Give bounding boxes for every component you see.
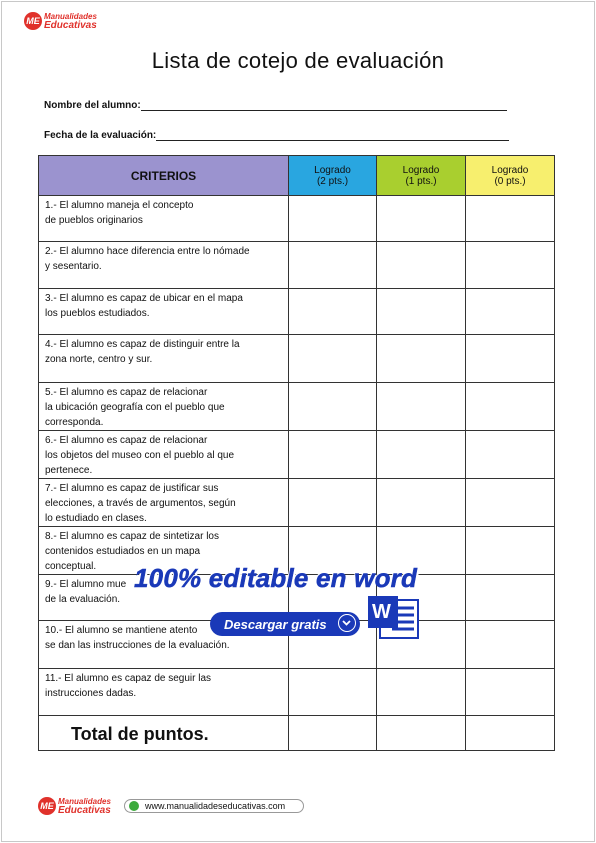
header-achieved-2pts: Logrado (2 pts.) xyxy=(289,156,377,196)
score-1pts-cell[interactable] xyxy=(377,242,466,289)
score-1pts-cell[interactable] xyxy=(377,196,466,242)
criterion-text: 5.- El alumno es capaz de relacionar la ubicación geografía con el pueblo que corresponda. xyxy=(45,387,225,428)
brand-seal-icon: ME xyxy=(24,12,42,30)
criterion-text: 9.- El alumno mue de la evaluación. xyxy=(45,579,127,605)
criterion-cell xyxy=(39,196,289,242)
table-header-row xyxy=(39,156,555,196)
score-1pts-cell[interactable] xyxy=(377,335,466,383)
evaluation-date-field xyxy=(44,130,509,141)
score-2pts-cell[interactable] xyxy=(289,242,377,289)
criterion-cell xyxy=(39,431,289,479)
criterion-text: 2.- El alumno hace diferencia entre lo nómade y sesentario. xyxy=(45,246,250,272)
score-2pts-cell[interactable] xyxy=(289,196,377,242)
criterion-text: 11.- El alumno es capaz de seguir las instrucciones dadas. xyxy=(45,673,212,699)
score-0pts-cell[interactable] xyxy=(466,196,555,242)
criterion-cell xyxy=(39,289,289,335)
criterion-text: 7.- El alumno es capaz de justificar sus elecciones, a través de argumentos, según lo estudiado en clases. xyxy=(45,483,236,524)
score-2pts-cell[interactable] xyxy=(289,383,377,431)
footer-url-text: www.manualidadeseducativas.com xyxy=(145,801,286,811)
score-0pts-cell[interactable] xyxy=(466,527,555,575)
criterion-text: 1.- El alumno maneja el concepto de pueblos originarios xyxy=(45,200,194,226)
score-1pts-cell[interactable] xyxy=(377,431,466,479)
score-1pts-cell[interactable] xyxy=(377,289,466,335)
score-2pts-cell[interactable] xyxy=(289,431,377,479)
footer-brand-name-line1: Manualidades xyxy=(58,797,111,806)
page-title: Lista de cotejo de evaluación xyxy=(151,48,445,73)
score-1pts-cell[interactable] xyxy=(377,669,466,716)
table-row xyxy=(39,431,555,479)
score-0pts-cell[interactable] xyxy=(466,575,555,621)
score-2pts-cell[interactable] xyxy=(289,289,377,335)
score-0pts-cell[interactable] xyxy=(466,621,555,669)
criterion-cell xyxy=(39,479,289,527)
word-icon[interactable] xyxy=(366,594,420,642)
evaluation-date-label: Fecha de la evaluación: xyxy=(44,130,157,141)
criterion-text: 6.- El alumno es capaz de relacionar los objetos del museo con el pueblo al que pertenece. xyxy=(45,435,235,476)
total-0pts-cell[interactable] xyxy=(466,716,555,751)
evaluation-date-line[interactable] xyxy=(156,131,509,141)
score-0pts-cell[interactable] xyxy=(466,383,555,431)
criterion-text: 8.- El alumno es capaz de sintetizar los contenidos estudiados en un mapa conceptual. xyxy=(45,531,219,572)
total-2pts-cell[interactable] xyxy=(289,716,377,751)
criterion-cell xyxy=(39,383,289,431)
score-0pts-cell[interactable] xyxy=(466,479,555,527)
table-row xyxy=(39,479,555,527)
student-name-line[interactable] xyxy=(141,101,507,111)
footer-url-bar[interactable] xyxy=(124,799,304,813)
total-1pts-cell[interactable] xyxy=(377,716,466,751)
chevron-down-icon xyxy=(338,614,356,632)
globe-icon xyxy=(129,801,139,811)
table-row xyxy=(39,289,555,335)
score-2pts-cell[interactable] xyxy=(289,479,377,527)
checklist-table xyxy=(38,155,555,751)
score-1pts-cell[interactable] xyxy=(377,383,466,431)
brand-name-line1: Manualidades xyxy=(44,12,97,21)
criterion-cell xyxy=(39,669,289,716)
criterion-text: 4.- El alumno es capaz de distinguir entre la zona norte, centro y sur. xyxy=(45,339,240,365)
score-1pts-cell[interactable] xyxy=(377,479,466,527)
criterion-cell xyxy=(39,335,289,383)
score-2pts-cell[interactable] xyxy=(289,669,377,716)
total-row xyxy=(39,716,555,751)
score-0pts-cell[interactable] xyxy=(466,289,555,335)
brand-logo xyxy=(24,12,97,30)
download-button-label: Descargar gratis xyxy=(224,616,327,632)
criterion-text: 3.- El alumno es capaz de ubicar en el mapa los pueblos estudiados. xyxy=(45,293,243,319)
total-label: Total de puntos. xyxy=(39,716,289,751)
download-button[interactable] xyxy=(210,612,360,636)
table-row xyxy=(39,383,555,431)
student-name-field xyxy=(44,100,507,111)
criterion-text: 10.- El alumno se mantiene atento se dan las instrucciones de la evaluación. xyxy=(45,625,230,651)
score-2pts-cell[interactable] xyxy=(289,335,377,383)
criterion-cell xyxy=(39,242,289,289)
score-0pts-cell[interactable] xyxy=(466,242,555,289)
header-criteria: CRITERIOS xyxy=(39,156,289,196)
score-0pts-cell[interactable] xyxy=(466,431,555,479)
student-name-label: Nombre del alumno: xyxy=(44,100,141,111)
table-row xyxy=(39,196,555,242)
footer-brand-logo xyxy=(38,797,111,815)
table-row xyxy=(39,335,555,383)
brand-name-line2: Educativas xyxy=(44,20,97,31)
table-row xyxy=(39,242,555,289)
header-achieved-1pts: Logrado (1 pts.) xyxy=(377,156,466,196)
score-0pts-cell[interactable] xyxy=(466,335,555,383)
promo-headline: 100% editable en word xyxy=(134,563,418,593)
footer-brand-name-line2: Educativas xyxy=(58,805,111,816)
header-achieved-0pts: Logrado (0 pts.) xyxy=(466,156,555,196)
score-0pts-cell[interactable] xyxy=(466,669,555,716)
table-row xyxy=(39,669,555,716)
footer-brand-seal-icon: ME xyxy=(38,797,56,815)
word-icon-letter: W xyxy=(372,601,391,623)
